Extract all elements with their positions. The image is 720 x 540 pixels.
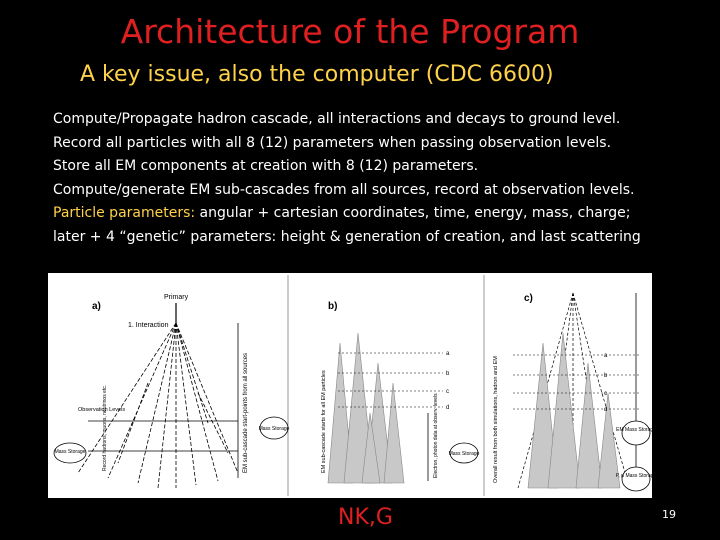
body-line-2: Record all particles with all 8 (12) parameters when passing observation levels. [53, 134, 612, 151]
slide-subtitle: A key issue, also the computer (CDC 6600) [80, 62, 554, 87]
particle-parameters-line [53, 202, 713, 226]
observation-levels-c [513, 355, 640, 409]
footer-author: NK,G [338, 505, 393, 530]
interaction-label: 1. Interaction [128, 322, 169, 329]
level-c-d: d [604, 407, 608, 413]
panel-c-label: c) [524, 293, 533, 304]
cascade-diagram [48, 273, 657, 498]
em-mass-storage [622, 421, 650, 445]
record-label-a: Record hadrons, muons, neutrinos etc. [102, 384, 108, 471]
cascade-diagram-svg [48, 273, 657, 498]
body-text [53, 108, 713, 250]
particle-parameters-label: Particle parameters: [53, 205, 196, 222]
panel-c [493, 293, 657, 491]
pmu-mass-storage [622, 467, 650, 491]
em-subcascades-b [328, 333, 404, 483]
level-c-a: a [604, 353, 608, 359]
panel-a-label: a) [92, 301, 101, 312]
overall-result-label: Overall result from both simulations, hadron and EM [493, 356, 499, 483]
observation-levels-a [88, 421, 238, 451]
panel-b-label: b) [328, 301, 338, 312]
particle-parameters-text: angular + cartesian coordinates, time, energy, mass, charge; [195, 205, 631, 222]
mass-storage-a2-label: Mass Storage [258, 426, 290, 432]
level-b-a: a [446, 351, 450, 357]
level-b-b: b [446, 371, 450, 377]
body-line-1: Compute/Propagate hadron cascade, all interactions and decays to ground level. [53, 111, 621, 127]
slide-title: Architecture of the Program [120, 12, 580, 51]
em-start-label-b: EM sub-cascade starts for all EM particles [321, 370, 327, 473]
em-mass-storage-label: EM Mass Storage [616, 427, 656, 433]
primary-label: Primary [164, 294, 189, 301]
pmu-mass-storage-label: P, μ Mass Storage [615, 473, 657, 479]
level-c-b: b [604, 373, 608, 379]
page-number: 19 [662, 508, 676, 521]
level-b-d: d [446, 405, 450, 411]
panel-b [321, 301, 480, 483]
level-b-c: c [446, 389, 449, 395]
mass-storage-b-label: Mass Storage [448, 451, 480, 457]
body-line-3: Store all EM components at creation with 8 (12) parameters. [53, 158, 479, 175]
observation-levels-label: Observation Levels [78, 407, 126, 413]
body-line-4: Compute/generate EM sub-cascades from all sources, record at observation levels. [53, 181, 635, 198]
electron-photon-label: Electron, photon data at observ. levels [433, 393, 439, 478]
mass-storage-a-label: Mass Storage [54, 449, 86, 455]
panel-a [54, 294, 290, 488]
genetic-parameters-line: later + 4 “genetic” parameters: height & generation of creation, and last scattering [53, 228, 641, 245]
level-c-c: c [604, 391, 607, 397]
em-start-label-a: EM sub-cascade start-points from all sources [243, 352, 249, 473]
